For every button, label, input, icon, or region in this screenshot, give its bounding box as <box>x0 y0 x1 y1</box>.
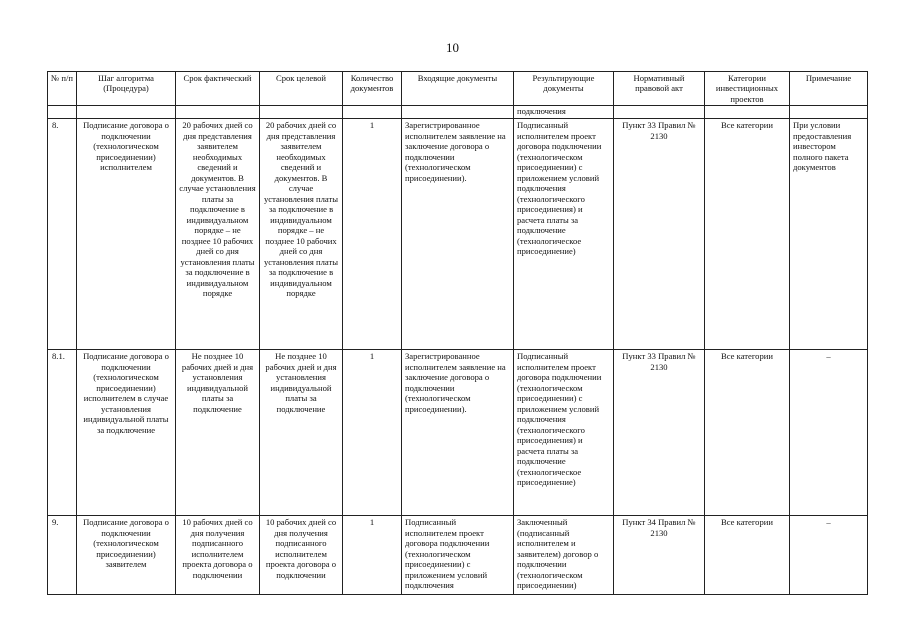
header-doc-count: Количество документов <box>343 72 402 106</box>
row-term-actual: Не позднее 10 рабочих дней и дня установления индивидуальной платы за подключение <box>176 350 260 516</box>
row-term-target: Не позднее 10 рабочих дней и дня установления индивидуальной платы за подключение <box>260 350 343 516</box>
row-result-docs: Заключенный (подписанный исполнителем и заявителем) договор о подключении (технологическом присоединении) <box>514 516 614 595</box>
row-categories: Все категории <box>705 516 790 595</box>
procedure-table <box>47 71 868 595</box>
row-term-target: 10 рабочих дней со дня получения подписанного исполнителем проекта договора о подключении <box>260 516 343 595</box>
row-note: – <box>790 350 868 516</box>
row-categories: Все категории <box>705 350 790 516</box>
header-categories: Категории инвестиционных проектов <box>705 72 790 106</box>
table-row <box>48 516 868 595</box>
page-number: 10 <box>446 40 459 55</box>
header-result-docs: Результирующие документы <box>514 72 614 106</box>
row-legal-act: Пункт 34 Правил № 2130 <box>614 516 705 595</box>
row-note: – <box>790 516 868 595</box>
table-row <box>48 119 868 350</box>
row-doc-count: 1 <box>343 516 402 595</box>
row-legal-act: Пункт 33 Правил № 2130 <box>614 350 705 516</box>
table-row <box>48 350 868 516</box>
header-note: Примечание <box>790 72 868 106</box>
header-num: № п/п <box>48 72 77 106</box>
row-step: Подписание договора о подключении (технологическом присоединении) заявителем <box>77 516 176 595</box>
row-result-docs: Подписанный исполнителем проект договора подключении (технологическом присоединении) с приложением условий подключения (технологического присоединения) и расчета платы за подключение (технологическое присоединение) <box>514 350 614 516</box>
row-step: Подписание договора о подключении (технологическом присоединении) исполнителем в случае установления индивидуальной платы за подключение <box>77 350 176 516</box>
header-step: Шаг алгоритма (Процедура) <box>77 72 176 106</box>
header-legal-act: Нормативный правовой акт <box>614 72 705 106</box>
row-categories: Все категории <box>705 119 790 350</box>
row-num: 9. <box>48 516 77 595</box>
row-note: При условии предоставления инвестором полного пакета документов <box>790 119 868 350</box>
row-step: Подписание договора о подключении (технологическом присоединении) исполнителем <box>77 119 176 350</box>
header-term-actual: Срок фактический <box>176 72 260 106</box>
header-row <box>48 72 868 106</box>
row-num: 8.1. <box>48 350 77 516</box>
row-term-actual: 10 рабочих дней со дня получения подписанного исполнителем проекта договора о подключении <box>176 516 260 595</box>
continuation-row <box>48 106 868 119</box>
row-input-docs: Подписанный исполнителем проект договора подключении (технологическом присоединении) с приложением условий подключения <box>402 516 514 595</box>
header-term-target: Срок целевой <box>260 72 343 106</box>
row-num: 8. <box>48 119 77 350</box>
continuation-result-docs: подключения <box>514 106 614 119</box>
row-doc-count: 1 <box>343 119 402 350</box>
row-result-docs: Подписанный исполнителем проект договора подключении (технологическом присоединении) с приложением условий подключения (технологического присоединения) и расчета платы за подключение (технологическое присоединение) <box>514 119 614 350</box>
row-term-target: 20 рабочих дней со дня представления заявителем необходимых сведений и документов. В случае установления платы за подключение в индивидуальном порядке – не позднее 10 рабочих дней со дня установления платы за подключение в индивидуальном порядке <box>260 119 343 350</box>
row-input-docs: Зарегистрированное исполнителем заявление на заключение договора о подключении (технологическом присоединении). <box>402 350 514 516</box>
row-input-docs: Зарегистрированное исполнителем заявление на заключение договора о подключении (технологическом присоединении). <box>402 119 514 350</box>
header-input-docs: Входящие документы <box>402 72 514 106</box>
row-legal-act: Пункт 33 Правил № 2130 <box>614 119 705 350</box>
row-term-actual: 20 рабочих дней со дня представления заявителем необходимых сведений и документов. В случае установления платы за подключение в индивидуальном порядке – не позднее 10 рабочих дней со дня установления платы за подключение в индивидуальном порядке <box>176 119 260 350</box>
row-doc-count: 1 <box>343 350 402 516</box>
